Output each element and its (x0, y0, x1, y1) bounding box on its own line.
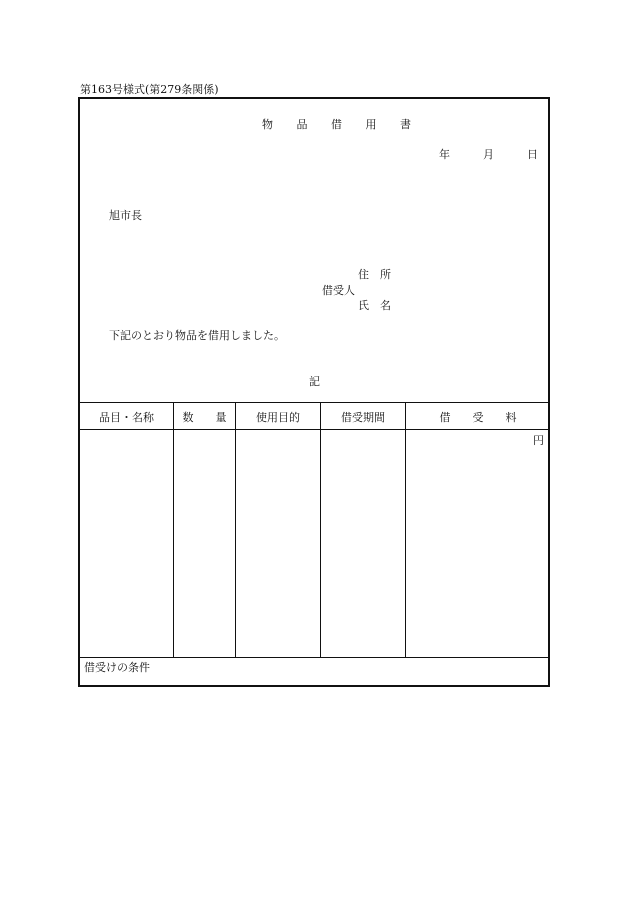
date-day: 日 (527, 148, 538, 161)
column-divider (320, 402, 321, 657)
name-label: 氏 名 (358, 299, 391, 312)
statement: 下記のとおり物品を借用しました。 (109, 329, 285, 342)
header-purpose: 使用目的 (256, 411, 300, 424)
address-label: 住 所 (358, 268, 391, 281)
table-top-line (80, 402, 550, 403)
form-frame (78, 97, 550, 687)
header-item-name: 品目・名称 (99, 411, 154, 424)
borrower-label: 借受人 (322, 284, 355, 297)
date-month: 月 (483, 148, 494, 161)
header-quantity: 数 量 (182, 411, 227, 424)
table-header-line (80, 429, 550, 430)
conditions-label: 借受けの条件 (84, 661, 150, 674)
header-fee: 借 受 料 (439, 411, 517, 424)
fee-unit: 円 (533, 434, 544, 447)
addressee: 旭市長 (109, 209, 142, 222)
header-period: 借受期間 (341, 411, 385, 424)
column-divider (173, 402, 174, 657)
document-title: 物 品 借 用 書 (262, 118, 421, 131)
date-line (439, 146, 538, 162)
column-divider (235, 402, 236, 657)
ki-label: 記 (309, 375, 320, 388)
column-divider (405, 402, 406, 657)
date-year: 年 (439, 148, 450, 161)
table-bottom-line (80, 657, 550, 658)
form-number: 第163号様式(第279条関係) (80, 83, 219, 96)
